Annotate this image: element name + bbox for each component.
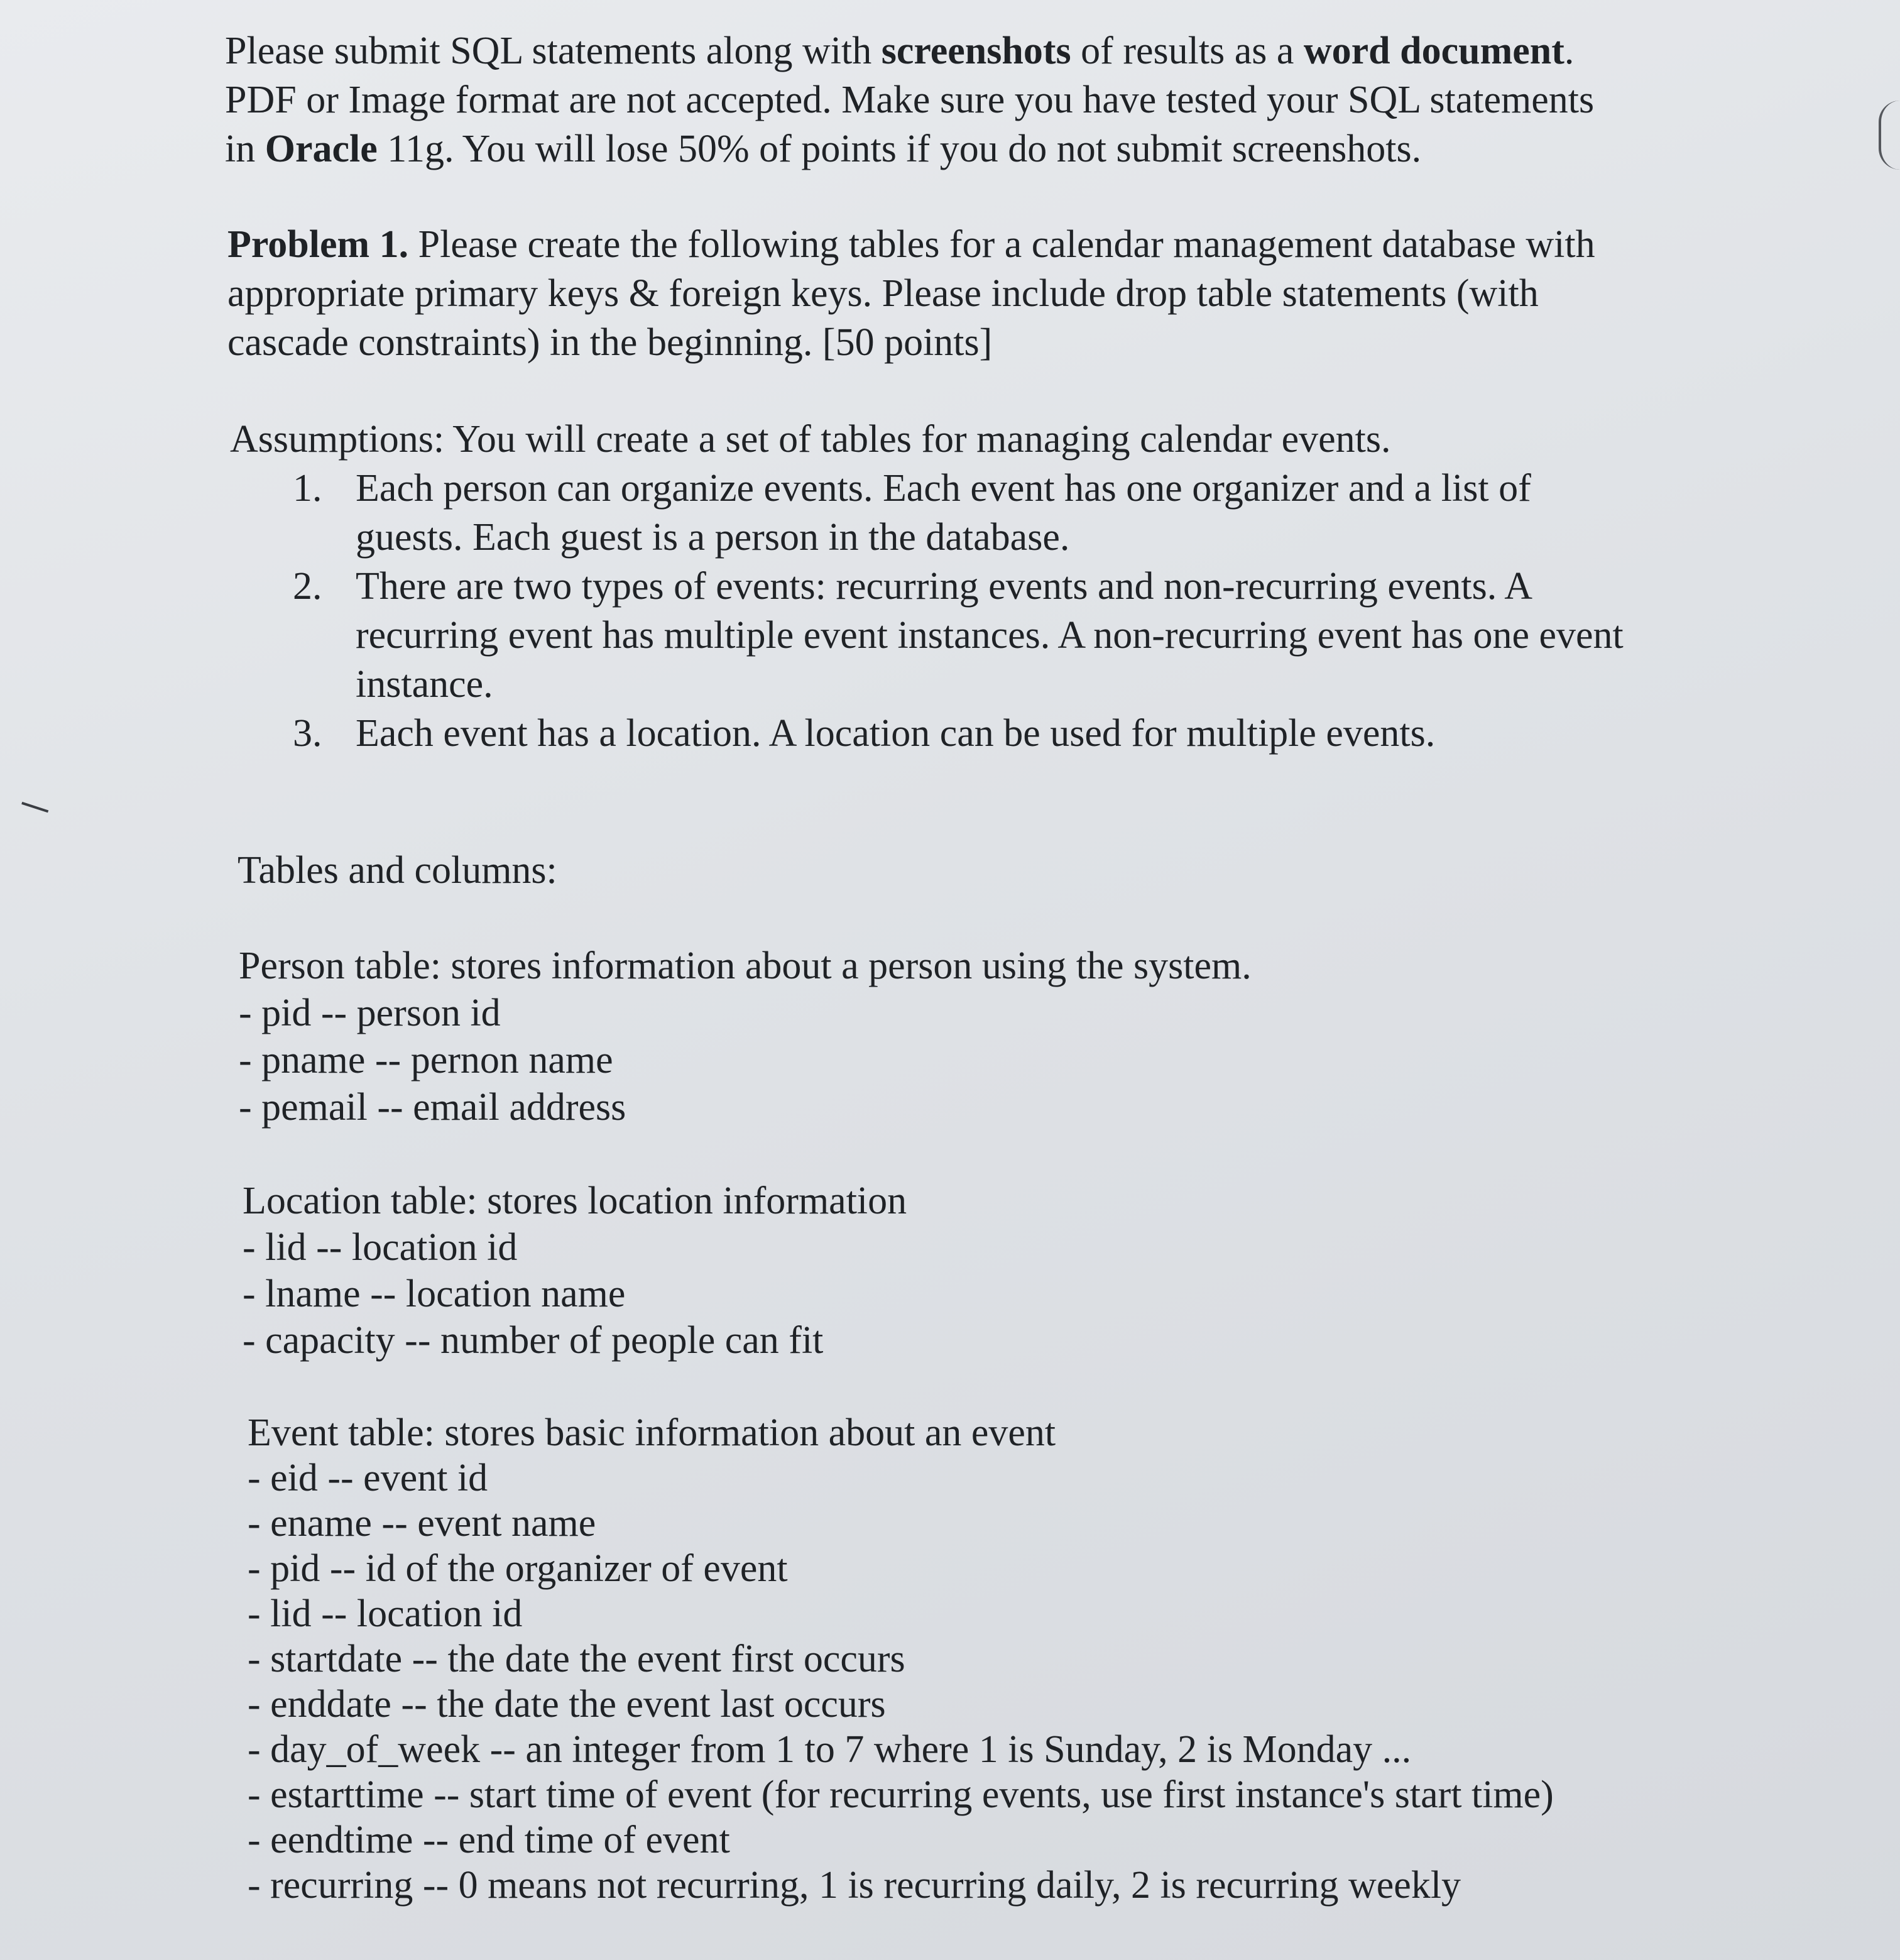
problem-line-3: cascade constraints) in the beginning. [50 points] — [227, 321, 993, 364]
pen-mark — [17, 802, 48, 827]
column-item: - pname -- pernon name — [239, 1039, 613, 1081]
problem-line-1: Problem 1. Please create the following tables for a calendar management database with — [227, 223, 1595, 266]
event-table-spec — [248, 1410, 1554, 1908]
assumptions — [230, 415, 1624, 758]
column-item: - pid -- id of the organizer of event — [248, 1547, 788, 1590]
person-heading: Person table: stores information about a person using the system. — [239, 944, 1252, 987]
column-item: - lname -- location name — [243, 1273, 626, 1315]
column-item: - eendtime -- end time of event — [248, 1819, 730, 1861]
location-table-spec — [243, 1178, 907, 1364]
margin-bracket-mark — [1879, 101, 1900, 170]
intro-line-1: Please submit SQL statements along with screenshots of results as a word document. — [225, 30, 1575, 72]
event-heading: Event table: stores basic information about an event — [248, 1411, 1056, 1454]
intro-line-3: in Oracle 11g. You will lose 50% of points if you do not submit screenshots. — [225, 128, 1422, 170]
column-item: - pid -- person id — [239, 992, 501, 1034]
tables-heading: Tables and columns: — [237, 849, 557, 892]
location-heading: Location table: stores location information — [243, 1180, 907, 1222]
list-item: 3. Each event has a location. A location can be used for multiple events. — [293, 712, 1436, 755]
column-item: - recurring -- 0 means not recurring, 1 is recurring daily, 2 is recurring weekly — [248, 1864, 1461, 1907]
list-item: 2. There are two types of events: recurring events and non-recurring events. A recurring event has multiple event instances. A non-recurring event has one event instance. — [293, 565, 1624, 706]
column-item: - lid -- location id — [243, 1226, 518, 1269]
intro-line-2: PDF or Image format are not accepted. Make sure you have tested your SQL statements — [225, 79, 1595, 121]
column-item: - enddate -- the date the event last occurs — [248, 1683, 886, 1726]
column-item: - estarttime -- start time of event (for recurring events, use first instance's start time) — [248, 1773, 1554, 1816]
list-item: 1. Each person can organize events. Each event has one organizer and a list of guests. Each guest is a person in the database. — [293, 467, 1531, 559]
column-item: - lid -- location id — [248, 1592, 523, 1635]
column-item: - pemail -- email address — [239, 1086, 626, 1129]
assumptions-heading: Assumptions: You will create a set of tables for managing calendar events. — [230, 418, 1391, 461]
column-item: - capacity -- number of people can fit — [243, 1319, 824, 1362]
problem-line-2: appropriate primary keys & foreign keys. Please include drop table statements (with — [227, 272, 1539, 315]
submission-instructions — [225, 26, 1594, 173]
problem-1 — [227, 220, 1595, 367]
person-table-spec — [239, 943, 1252, 1131]
column-item: - day_of_week -- an integer from 1 to 7 where 1 is Sunday, 2 is Monday ... — [248, 1728, 1412, 1771]
assumptions-list — [230, 464, 1624, 758]
problem-label: Problem 1. — [227, 223, 409, 266]
column-item: - startdate -- the date the event first occurs — [248, 1638, 905, 1680]
column-item: - ename -- event name — [248, 1502, 596, 1545]
column-item: - eid -- event id — [248, 1457, 488, 1499]
